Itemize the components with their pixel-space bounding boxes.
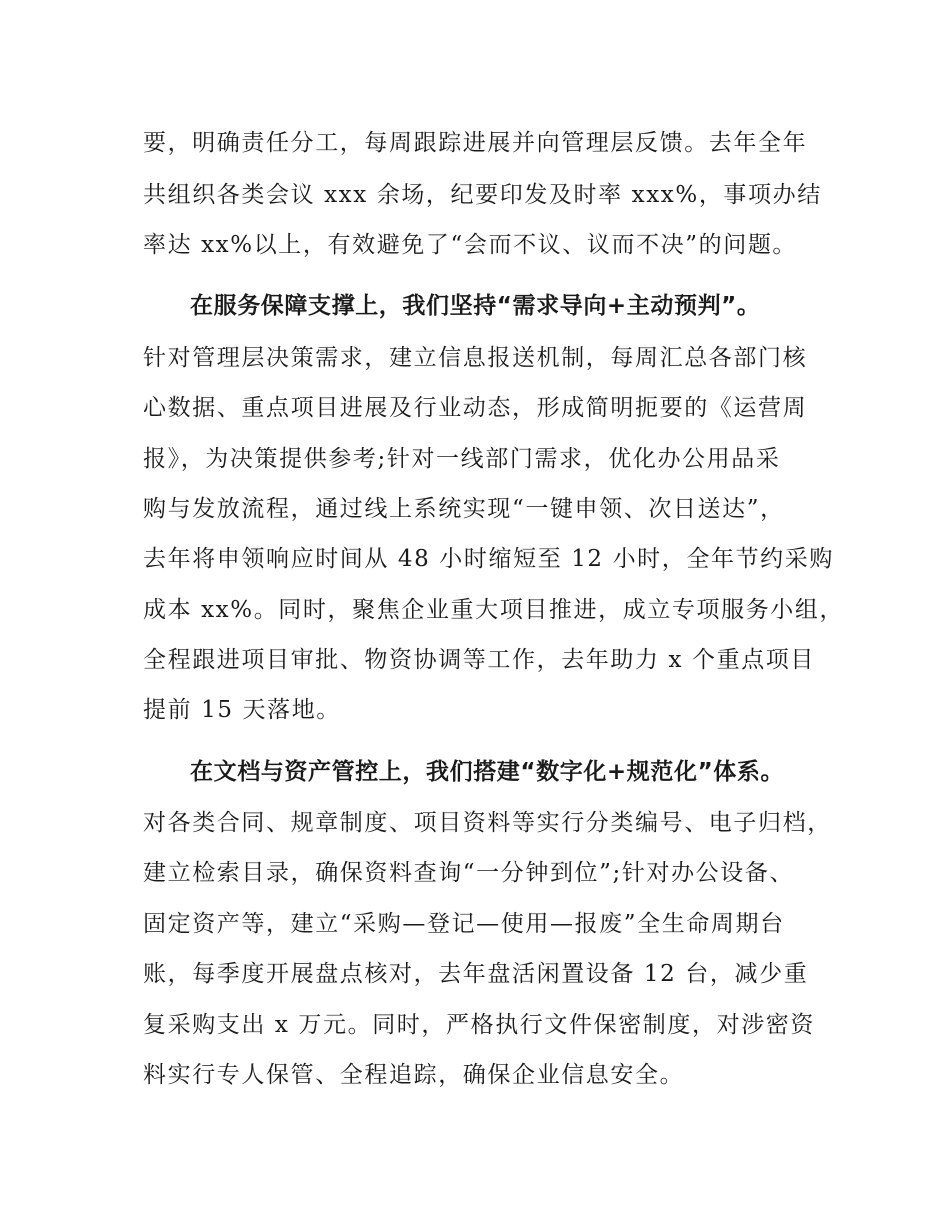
text-line: 提前 15 天落地。 bbox=[143, 697, 341, 723]
text-line: 建立检索目录，确保资料查询“一分钟到位”;针对办公设备、 bbox=[143, 860, 795, 886]
text-line: 去年将申领响应时间从 48 小时缩短至 12 小时，全年节约采购 bbox=[143, 546, 834, 572]
text-line: 复采购支出 x 万元。同时，严格执行文件保密制度，对涉密资 bbox=[143, 1012, 815, 1038]
paragraph-heading: 在服务保障支撑上，我们坚持“需求导向+主动预判”。 bbox=[190, 293, 761, 319]
text-line: 共组织各类会议 xxx 余场，纪要印发及时率 xxx%，事项办结 bbox=[143, 182, 822, 208]
text-line: 固定资产等，建立“采购—登记—使用—报废”全生命周期台 bbox=[143, 911, 785, 937]
text-line: 对各类合同、规章制度、项目资料等实行分类编号、电子归档， bbox=[143, 810, 832, 836]
text-line: 报》，为决策提供参考;针对一线部门需求，优化办公用品采 bbox=[143, 446, 781, 472]
text-line: 要，明确责任分工，每周跟踪进展并向管理层反馈。去年全年 bbox=[143, 130, 808, 156]
paragraph-heading: 在文档与资产管控上，我们搭建“数字化+规范化”体系。 bbox=[190, 759, 785, 785]
text-line: 购与发放流程，通过线上系统实现“一键申领、次日送达”， bbox=[143, 496, 785, 522]
text-line: 全程跟进项目审批、物资协调等工作，去年助力 x 个重点项目 bbox=[143, 647, 815, 673]
text-line: 成本 xx%。同时，聚焦企业重大项目推进，成立专项服务小组， bbox=[143, 597, 845, 623]
text-line: 心数据、重点项目进展及行业动态，形成简明扼要的《运营周 bbox=[143, 395, 808, 421]
text-line: 料实行专人保管、全程追踪，确保企业信息安全。 bbox=[143, 1062, 685, 1088]
text-line: 账，每季度开展盘点核对，去年盘活闲置设备 12 台，减少重 bbox=[143, 961, 809, 987]
text-line: 率达 xx%以上，有效避免了“会而不议、议而不决”的问题。 bbox=[143, 232, 798, 258]
text-line: 针对管理层决策需求，建立信息报送机制，每周汇总各部门核 bbox=[143, 345, 808, 371]
